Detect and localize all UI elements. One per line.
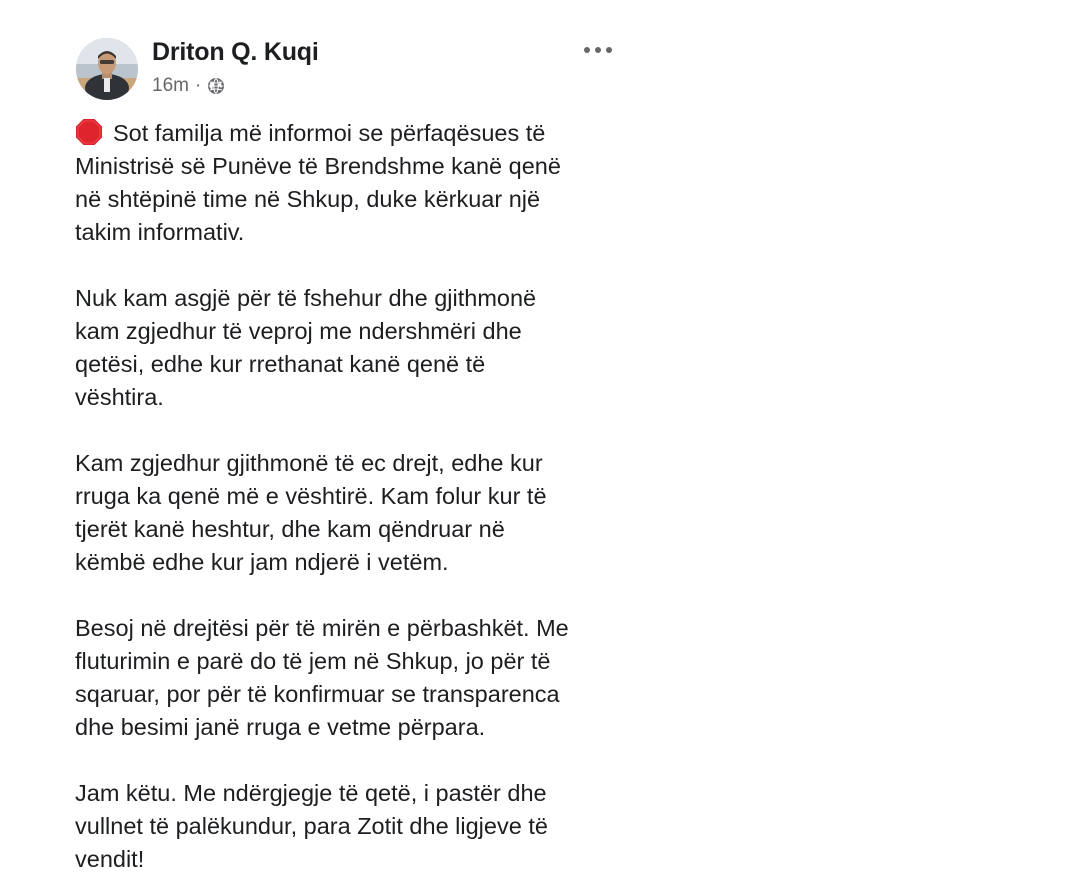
post-line: sqaruar, por për të konfirmuar se transparenca — [75, 681, 560, 707]
post-paragraph-3 — [75, 447, 635, 579]
author-name[interactable]: Driton Q. Kuqi — [152, 38, 319, 66]
post-line — [75, 117, 635, 150]
more-options-icon[interactable] — [578, 38, 618, 62]
post-line: Kam zgjedhur gjithmonë të ec drejt, edhe kur — [75, 450, 543, 476]
globe-icon[interactable] — [207, 77, 225, 95]
post-line: kam zgjedhur të veproj me ndershmëri dhe — [75, 318, 522, 344]
post-line: qetësi, edhe kur rrethanat kanë qenë të — [75, 351, 486, 377]
post-line: këmbë edhe kur jam ndjerë i vetëm. — [75, 549, 449, 575]
stop-sign-icon — [75, 118, 103, 146]
post-line: Besoj në drejtësi për të mirën e përbashkët. Me — [75, 615, 569, 641]
post-line: Ministrisë së Punëve të Brendshme kanë qenë — [75, 153, 561, 179]
post-line: takim informativ. — [75, 219, 245, 245]
post-line: vullnet të palëkundur, para Zotit dhe ligjeve të — [75, 813, 548, 839]
post-line: Nuk kam asgjë për të fshehur dhe gjithmonë — [75, 285, 537, 311]
post-paragraph-2 — [75, 282, 635, 414]
avatar-photo — [76, 38, 138, 100]
post-line: Jam këtu. Me ndërgjegje të qetë, i pastër dhe — [75, 780, 547, 806]
post-paragraph-4 — [75, 612, 635, 744]
post-body — [75, 117, 635, 876]
post-paragraph-1 — [75, 117, 635, 249]
post-line: rruga ka qenë më e vështirë. Kam folur kur të — [75, 483, 547, 509]
post-line: dhe besimi janë rruga e vetme përpara. — [75, 714, 486, 740]
post-line: fluturimin e parë do të jem në Shkup, jo për të — [75, 648, 551, 674]
more-dot — [595, 47, 601, 53]
more-dot — [584, 47, 590, 53]
post-line: në shtëpinë time në Shkup, duke kërkuar një — [75, 186, 541, 212]
post-line-text: Sot familja më informoi se përfaqësues të — [113, 120, 546, 146]
post-timestamp[interactable]: 16m — [152, 75, 189, 96]
meta-separator: · — [194, 75, 202, 96]
post-line: vështira. — [75, 384, 164, 410]
post-meta — [152, 73, 225, 99]
post-line: vendit! — [75, 846, 145, 872]
post-paragraph-5 — [75, 777, 635, 876]
post-line: tjerët kanë heshtur, dhe kam qëndruar në — [75, 516, 505, 542]
more-dot — [606, 47, 612, 53]
author-avatar[interactable] — [76, 38, 138, 100]
